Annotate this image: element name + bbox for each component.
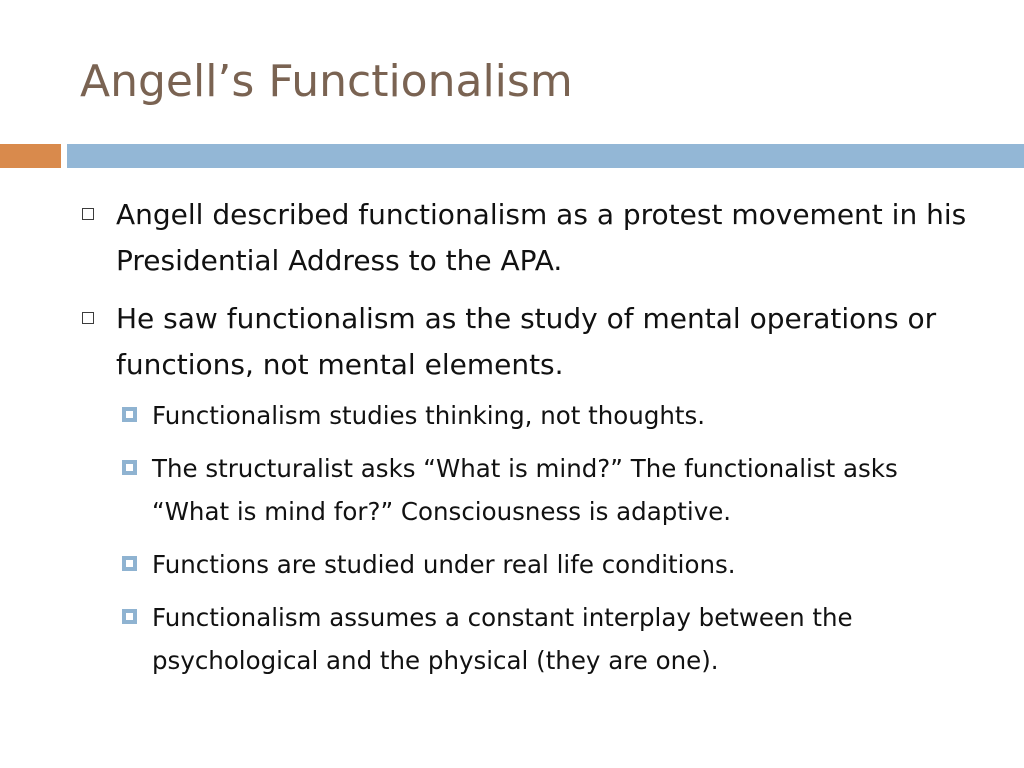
bullet-item — [80, 296, 980, 388]
sub-bullet-item — [118, 447, 980, 533]
framed-square-bullet-icon — [122, 556, 137, 571]
framed-square-bullet-icon — [122, 407, 137, 422]
sub-bullet-text: The structuralist asks “What is mind?” The functionalist asks “What is mind for?” Consciousness is adaptive. — [152, 454, 898, 526]
hollow-square-bullet-icon — [82, 312, 94, 324]
title-divider-bar — [67, 144, 1024, 168]
sub-bullet-text: Functionalism studies thinking, not thoughts. — [152, 401, 706, 430]
sub-bullet-item — [118, 394, 980, 437]
sub-bullet-item — [118, 596, 980, 682]
sub-bullet-text: Functionalism assumes a constant interplay between the psychological and the physical (they are one). — [152, 603, 853, 675]
slide-title: Angell’s Functionalism — [80, 56, 573, 107]
framed-square-bullet-icon — [122, 460, 137, 475]
hollow-square-bullet-icon — [82, 208, 94, 220]
title-accent-bar — [0, 144, 61, 168]
bullet-text: He saw functionalism as the study of mental operations or functions, not mental elements. — [116, 302, 937, 381]
bullet-item — [80, 192, 980, 284]
sub-bullet-list — [118, 394, 980, 682]
bullet-text: Angell described functionalism as a protest movement in his Presidential Address to the APA. — [116, 198, 967, 277]
sub-bullet-item — [118, 543, 980, 586]
slide-content — [80, 192, 980, 692]
sub-bullet-text: Functions are studied under real life conditions. — [152, 550, 736, 579]
framed-square-bullet-icon — [122, 609, 137, 624]
